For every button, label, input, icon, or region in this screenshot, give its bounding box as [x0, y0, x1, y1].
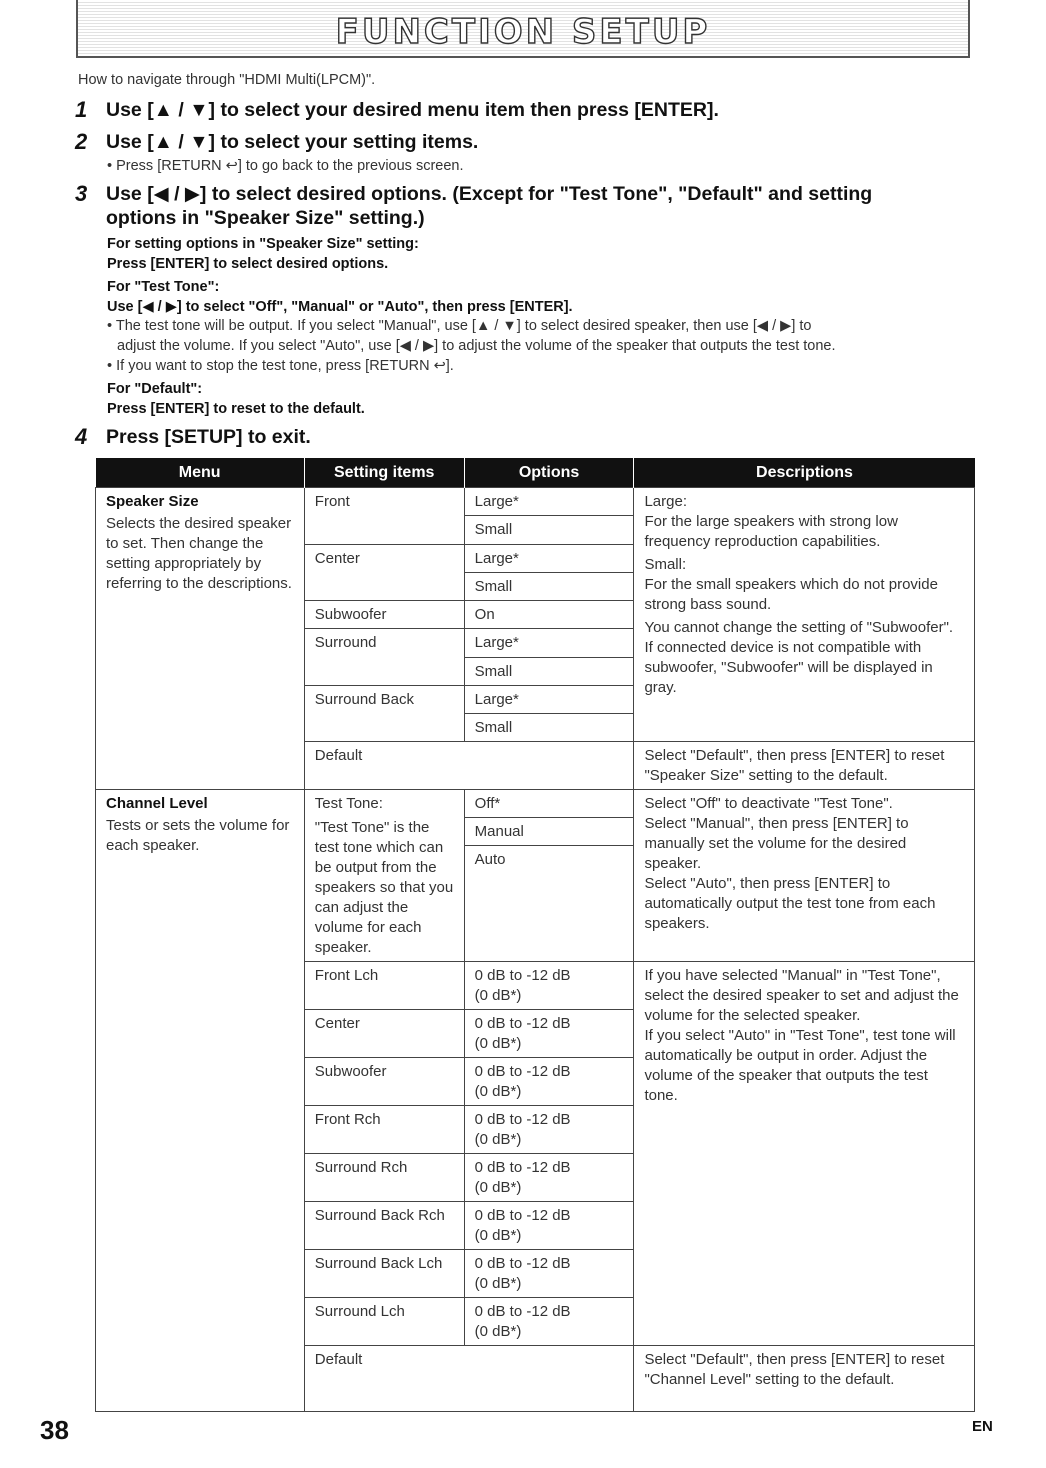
- description-cell: Select "Default", then press [ENTER] to reset "Channel Level" setting to the default.: [634, 1346, 975, 1412]
- function-setup-table: [95, 458, 975, 1412]
- option-range: [464, 1058, 634, 1106]
- setting-item: Surround Back Lch: [304, 1250, 464, 1298]
- menu-title: Speaker Size: [106, 493, 199, 510]
- range-text: 0 dB to -12 dB: [474, 967, 571, 984]
- step-number: 3: [75, 181, 88, 206]
- description-cell: [634, 790, 975, 962]
- speaker-size-note-heading: For setting options in "Speaker Size" setting:: [107, 236, 419, 252]
- menu-description: Tests or sets the volume for each speaker.: [106, 817, 290, 854]
- option: Small: [464, 573, 634, 601]
- setting-item: Test Tone:: [314, 795, 383, 812]
- setting-item-description: "Test Tone" is the test tone which can be output from the speakers so that you can adjust the volume for each speaker.: [314, 819, 454, 956]
- description-line: If you select "Auto" in "Test Tone", test tone will automatically be output in order. Adjust the volume of the speaker that outputs the test tone.: [644, 1027, 956, 1104]
- test-tone-note-2: • If you want to stop the test tone, press [RETURN ↩].: [107, 358, 454, 374]
- setting-item: Center: [304, 1010, 464, 1058]
- menu-cell-speaker-size: [96, 488, 305, 790]
- step-text: Use [▲ / ▼] to select your setting items.: [106, 131, 479, 153]
- range-default: (0 dB*): [474, 1323, 522, 1340]
- setting-item: Surround Back: [304, 686, 464, 742]
- step-2-note: • Press [RETURN ↩] to go back to the previous screen.: [107, 158, 464, 174]
- range-default: (0 dB*): [474, 1275, 522, 1292]
- option: Auto: [464, 846, 634, 962]
- table-header-row: [96, 458, 975, 488]
- option-range: [464, 1298, 634, 1346]
- description-line: Large:: [644, 493, 687, 510]
- setting-item-default: Default: [304, 1346, 634, 1412]
- range-default: (0 dB*): [474, 987, 522, 1004]
- step-number: 2: [75, 129, 88, 154]
- default-note-body: Press [ENTER] to reset to the default.: [107, 401, 365, 417]
- header-descriptions: Descriptions: [634, 458, 975, 488]
- option: Large*: [464, 686, 634, 714]
- option: Off*: [464, 790, 634, 818]
- title-banner: [76, 0, 970, 58]
- description-line: For the large speakers with strong low frequency reproduction capabilities.: [644, 513, 898, 550]
- setting-item: Surround: [304, 629, 464, 686]
- step-text-continued: options in "Speaker Size" setting.): [106, 207, 425, 229]
- option: Small: [464, 516, 634, 545]
- header-setting-items: Setting items: [304, 458, 464, 488]
- setting-item: Front: [304, 488, 464, 545]
- menu-description: Selects the desired speaker to set. Then change the setting appropriately by referring to the descriptions.: [106, 515, 292, 592]
- test-tone-note-1-continued: adjust the volume. If you select "Auto", use [◀ / ▶] to adjust the volume of the speaker that outputs the test tone.: [117, 338, 836, 354]
- range-text: 0 dB to -12 dB: [474, 1255, 571, 1272]
- option: Large*: [464, 629, 634, 658]
- header-options: Options: [464, 458, 634, 488]
- range-default: (0 dB*): [474, 1227, 522, 1244]
- setting-item: Subwoofer: [304, 1058, 464, 1106]
- description-cell: [634, 488, 975, 742]
- step-text: Press [SETUP] to exit.: [106, 426, 311, 448]
- range-text: 0 dB to -12 dB: [474, 1111, 571, 1128]
- option-range: [464, 962, 634, 1010]
- setting-item: Front Lch: [304, 962, 464, 1010]
- option: On: [464, 601, 634, 629]
- range-default: (0 dB*): [474, 1131, 522, 1148]
- option-range: [464, 1154, 634, 1202]
- menu-title: Channel Level: [106, 795, 208, 812]
- range-default: (0 dB*): [474, 1083, 522, 1100]
- default-note-heading: For "Default":: [107, 381, 203, 397]
- option-range: [464, 1010, 634, 1058]
- step-text: Use [▲ / ▼] to select your desired menu item then press [ENTER].: [106, 99, 719, 121]
- step-number: 4: [75, 424, 88, 449]
- test-tone-note-body: Use [◀ / ▶] to select "Off", "Manual" or "Auto", then press [ENTER].: [107, 299, 573, 315]
- setting-item-test-tone: [304, 790, 464, 962]
- option-range: [464, 1106, 634, 1154]
- option-range: [464, 1202, 634, 1250]
- option-range: [464, 1250, 634, 1298]
- description-cell: Select "Default", then press [ENTER] to reset "Speaker Size" setting to the default.: [634, 742, 975, 790]
- option: Large*: [464, 488, 634, 516]
- setting-item: Surround Rch: [304, 1154, 464, 1202]
- description-line: Select "Manual", then press [ENTER] to manually set the volume for the desired speaker.: [644, 815, 909, 872]
- description-line: Select "Off" to deactivate "Test Tone".: [644, 795, 893, 812]
- option: Small: [464, 658, 634, 686]
- setting-item: Center: [304, 545, 464, 601]
- range-text: 0 dB to -12 dB: [474, 1159, 571, 1176]
- menu-cell-channel-level: [96, 790, 305, 1412]
- range-default: (0 dB*): [474, 1179, 522, 1196]
- setting-item-default: Default: [304, 742, 634, 790]
- range-text: 0 dB to -12 dB: [474, 1015, 571, 1032]
- page-number: 38: [40, 1415, 69, 1445]
- description-line: You cannot change the setting of "Subwoofer". If connected device is not compatible with subwoofer, "Subwoofer" will be displayed in gray.: [644, 619, 954, 696]
- option: Large*: [464, 545, 634, 573]
- setting-item: Surround Back Rch: [304, 1202, 464, 1250]
- test-tone-note-1: • The test tone will be output. If you select "Manual", use [▲ / ▼] to select desired speaker, then use [◀ / ▶] to: [107, 318, 812, 334]
- intro-text: How to navigate through "HDMI Multi(LPCM)".: [78, 72, 376, 88]
- description-line: If you have selected "Manual" in "Test Tone", select the desired speaker to set and adjust the volume for the selected speaker.: [644, 967, 959, 1024]
- setting-item: Subwoofer: [304, 601, 464, 629]
- option: Small: [464, 714, 634, 742]
- header-menu: Menu: [96, 458, 305, 488]
- option: Manual: [464, 818, 634, 846]
- description-line: Small:: [644, 556, 687, 573]
- description-line: Select "Auto", then press [ENTER] to automatically output the test tone from each speakers.: [644, 875, 936, 932]
- range-default: (0 dB*): [474, 1035, 522, 1052]
- table-row: [96, 488, 975, 516]
- range-text: 0 dB to -12 dB: [474, 1063, 571, 1080]
- setting-item: Surround Lch: [304, 1298, 464, 1346]
- step-number: 1: [75, 97, 88, 122]
- description-cell: [634, 962, 975, 1346]
- table-row: [96, 790, 975, 818]
- description-line: For the small speakers which do not provide strong bass sound.: [644, 576, 938, 613]
- setting-item: Front Rch: [304, 1106, 464, 1154]
- step-text: Use [◀ / ▶] to select desired options. (Except for "Test Tone", "Default" and setting: [106, 183, 873, 205]
- test-tone-note-heading: For "Test Tone":: [107, 279, 220, 295]
- speaker-size-note-body: Press [ENTER] to select desired options.: [107, 256, 389, 272]
- page-title: FUNCTION SETUP: [335, 12, 711, 52]
- range-text: 0 dB to -12 dB: [474, 1303, 571, 1320]
- range-text: 0 dB to -12 dB: [474, 1207, 571, 1224]
- language-code: EN: [972, 1418, 993, 1435]
